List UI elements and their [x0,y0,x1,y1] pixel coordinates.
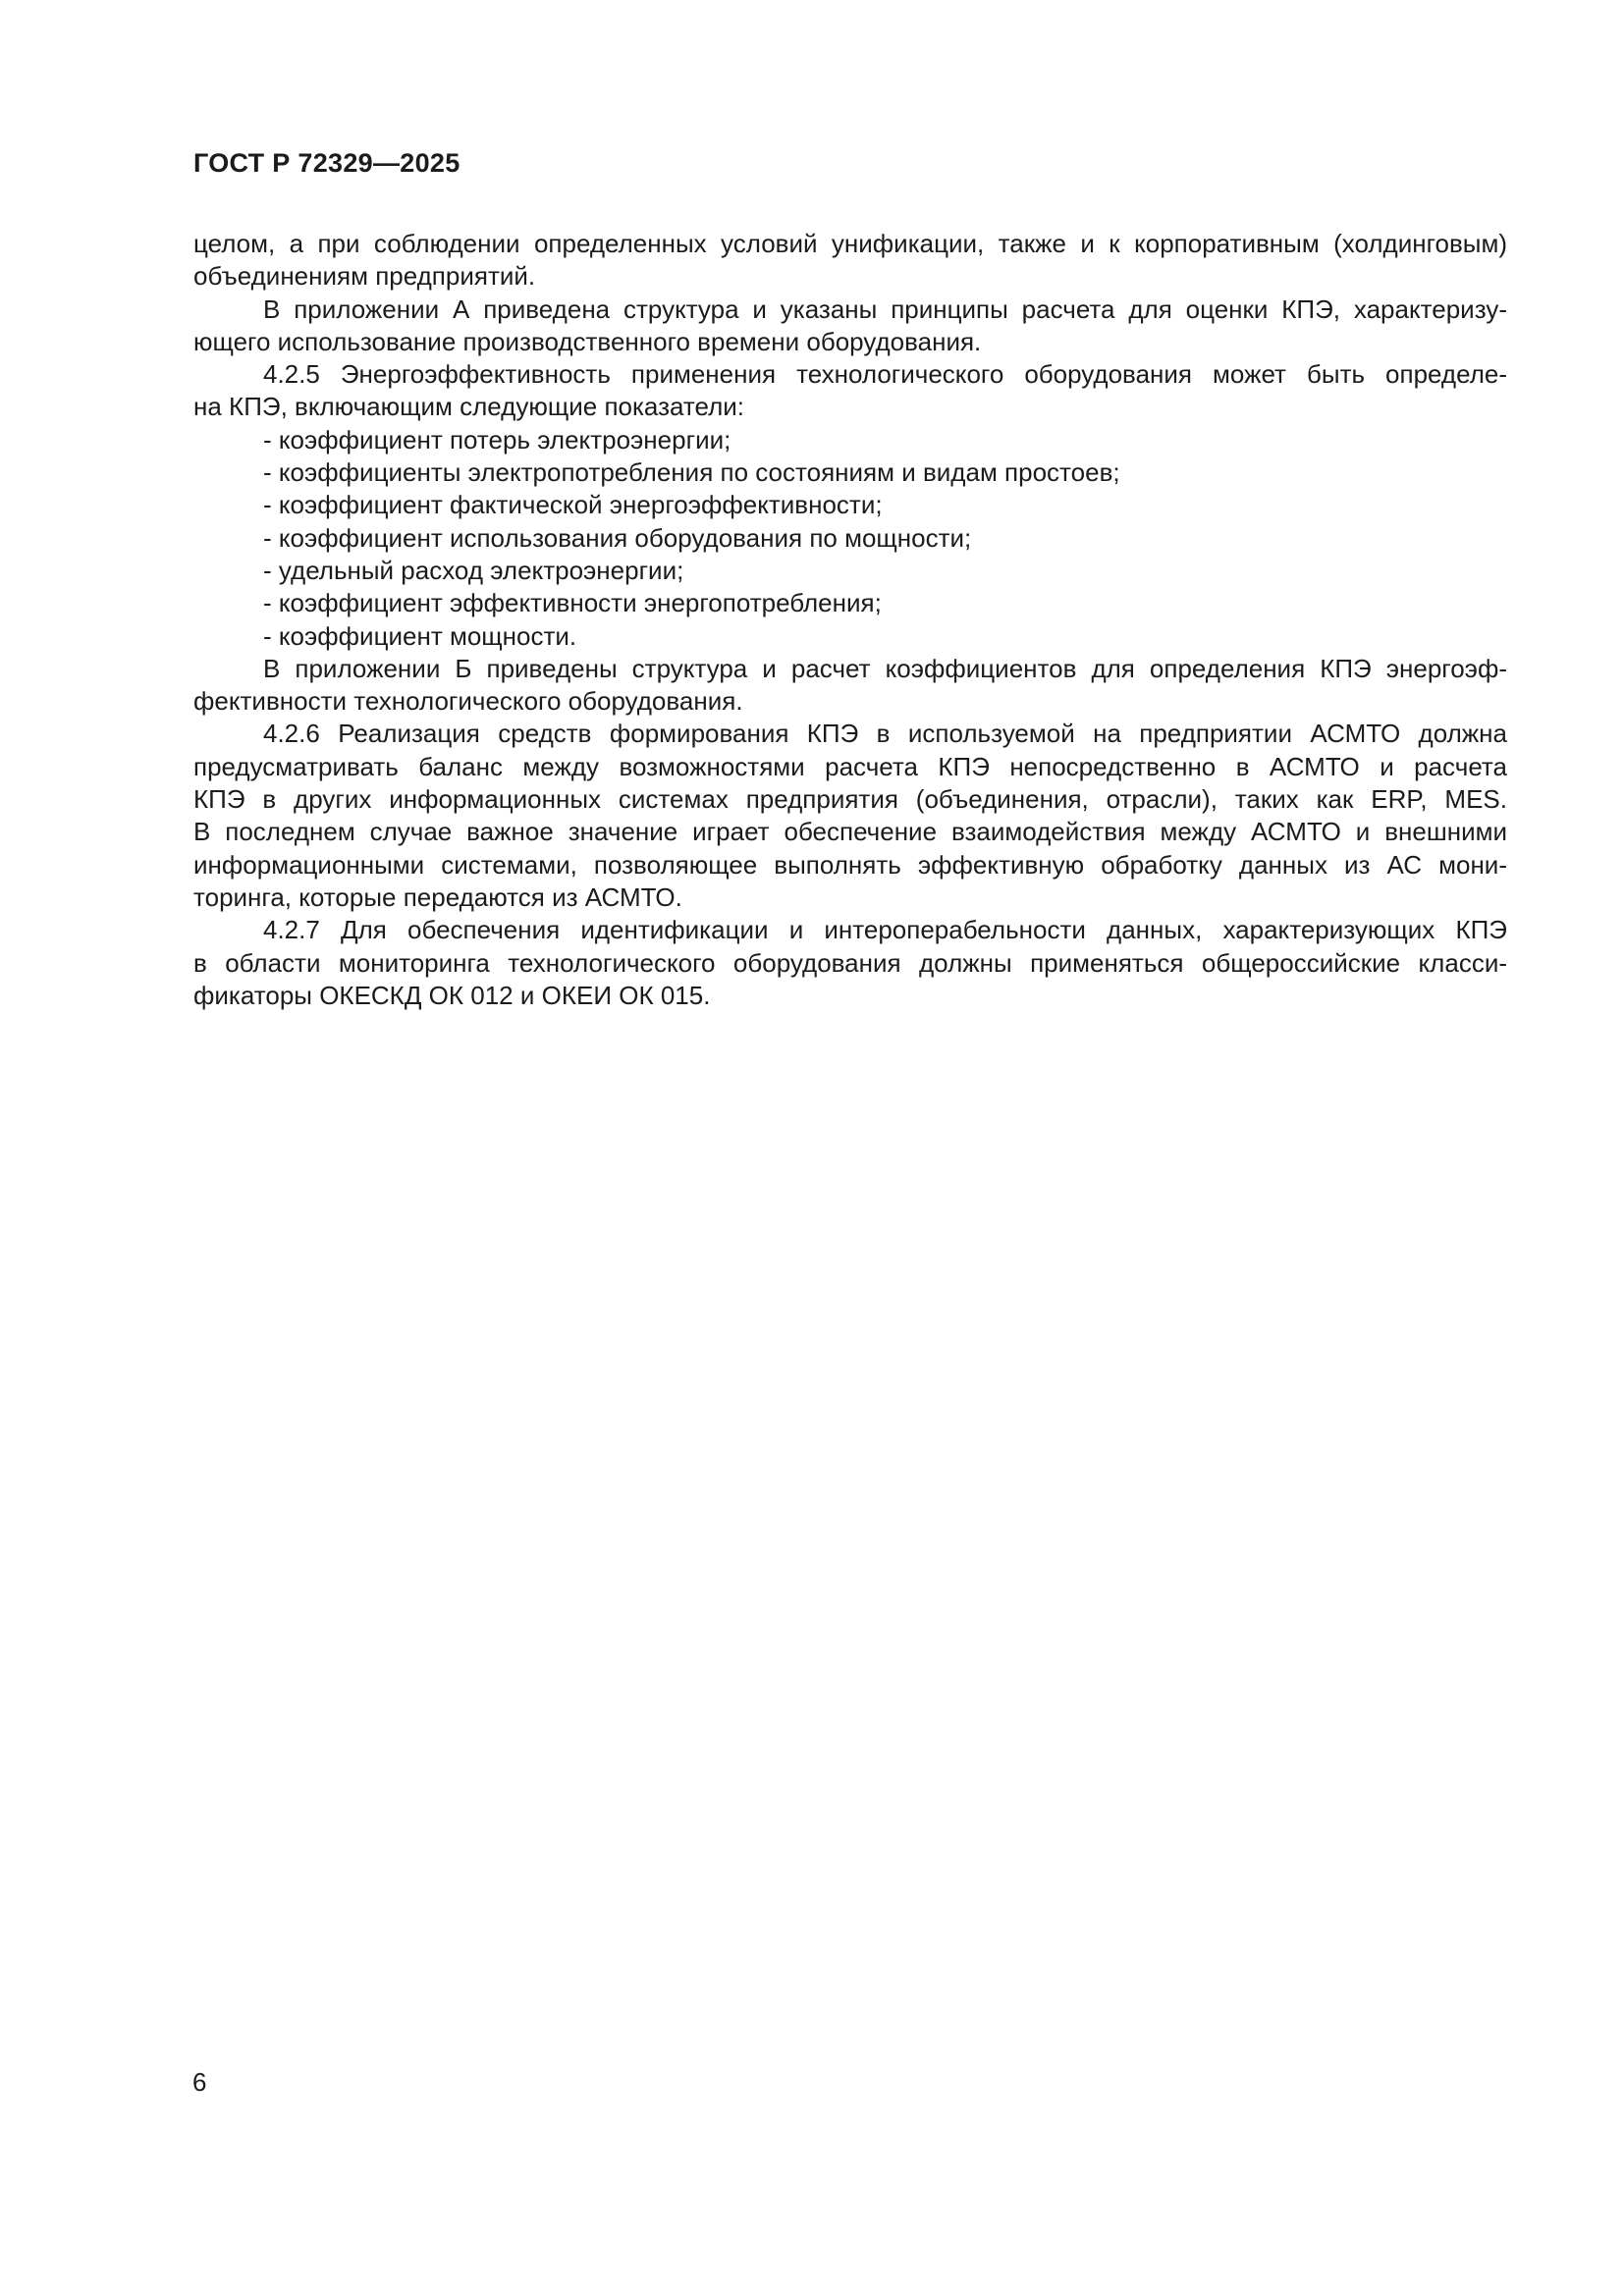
text-line: В последнем случае важное значение играет обеспечение взаимодействия между АСМТО и внешними [193,817,1507,847]
list-item-line: - коэффициент использования оборудования по мощности; [263,522,972,553]
text-line: В приложении Б приведены структура и расчет коэффициентов для определения КПЭ энергоэф- [263,653,1507,683]
text-line: 4.2.6 Реализация средств формирования КПЭ в используемой на предприятии АСМТО должна [263,719,1507,749]
text-line: 4.2.5 Энергоэффективность применения технологического оборудования может быть определе- [263,359,1507,390]
text-line: объединениям предприятий. [193,261,536,292]
list-item-line: - коэффициент фактической энергоэффективности; [263,490,883,520]
running-header-standard-number: ГОСТ Р 72329—2025 [193,148,460,178]
list-item-line: - коэффициент эффективности энергопотребления; [263,588,882,618]
list-item-line: - коэффициент потерь электроэнергии; [263,424,731,454]
text-line: В приложении А приведена структура и указаны принципы расчета для оценки КПЭ, характеризу- [263,294,1507,324]
page-number: 6 [192,2067,207,2097]
text-line: целом, а при соблюдении определенных условий унификации, также и к корпоративным (холдинговым) [193,229,1507,258]
list-item-line: - удельный расход электроэнергии; [263,555,684,585]
text-line: торинга, которые передаются из АСМТО. [193,881,682,912]
text-line: информационными системами, позволяющее выполнять эффективную обработку данных из АС мони- [193,849,1507,880]
text-line: фикаторы ОКЕСКД ОК 012 и ОКЕИ ОК 015. [193,980,711,1010]
text-line: КПЭ в других информационных системах предприятия (объединения, отрасли), таких как ERP, MES. [193,784,1507,815]
list-item-line: - коэффициенты электропотребления по состояниям и видам простоев; [263,457,1120,488]
text-line: ющего использование производственного времени оборудования. [193,326,982,356]
list-item-line: - коэффициент мощности. [263,620,577,651]
text-line: на КПЭ, включающим следующие показатели: [193,392,745,422]
text-line: фективности технологического оборудования. [193,686,743,717]
text-line: в области мониторинга технологического оборудования должны применяться общероссийские класси- [193,947,1507,978]
text-line: 4.2.7 Для обеспечения идентификации и интероперабельности данных, характеризующих КПЭ [263,915,1507,945]
text-line: предусматривать баланс между возможностями расчета КПЭ непосредственно в АСМТО и расчета [193,751,1507,781]
body-text-block [193,228,1507,1012]
